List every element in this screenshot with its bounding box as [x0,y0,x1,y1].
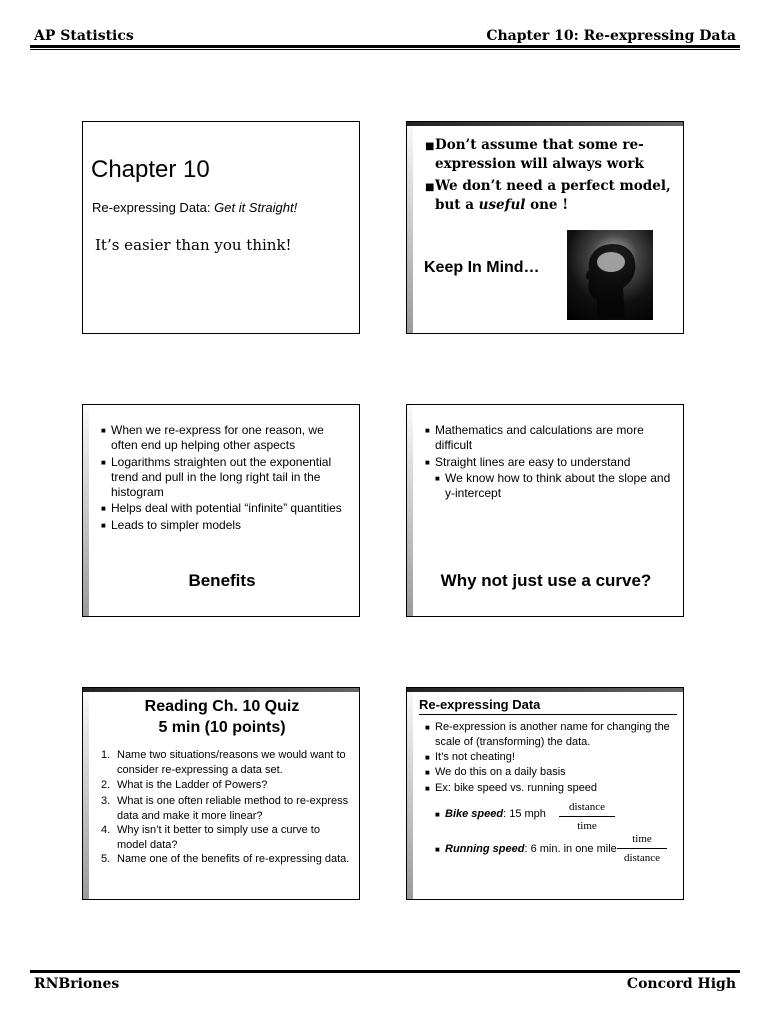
list-item: ■ When we re-express for one reason, we often end up helping other aspects [101,423,324,452]
slide-re-expressing-data [406,687,684,900]
running-speed-item: ■ Running speed: 6 min. in one mile [435,843,617,855]
list-item: ■ We do this on a daily basis [425,766,566,778]
list-item: ■ Leads to simpler models [101,518,242,532]
list-item: 1. Name two situations/reasons we would want to consider re-expressing a data set. [101,749,346,776]
school-name: Concord High [626,976,736,992]
slide-heading: Benefits [188,571,256,590]
slide-heading: Keep In Mind… [424,259,540,276]
run-fraction: time distance [617,832,667,865]
list-item: ■ Don’t assume that some re-expression will always work [425,137,644,172]
slide-benefits [82,404,360,617]
subtitle-plain: Re-expressing Data: [92,200,215,215]
list-item: ■ Logarithms straighten out the exponential trend and pull in the long right tail in the histogram [101,455,332,499]
slide-chapter-title [82,121,360,334]
slide-quiz [82,687,360,900]
title-rule [419,714,677,715]
list-item: ■ Mathematics and calculations are more difficult [425,423,644,452]
list-item: ■ Re-expression is another name for changing the scale of (transforming) the data. [425,721,670,748]
slide-title: Reading Ch. 10 Quiz 5 min (10 points) [144,698,300,736]
sub-list-item: ■ We know how to think about the slope and y-intercept [435,471,671,500]
slide-tagline: It’s easier than you think! [95,236,292,254]
slide-title: Re-expressing Data [419,697,541,712]
slide-subtitle [92,200,297,215]
list-item: ■ Straight lines are easy to understand [425,455,631,469]
header-rule [30,45,740,48]
header-rule-thin [30,49,740,50]
bike-speed-item: ■ Bike speed: 15 mph [435,808,546,820]
list-item: ■ We don’t need a perfect model, but a useful one ! [425,178,671,213]
list-item: ■ Ex: bike speed vs. running speed [425,782,598,794]
page-footer [30,976,740,998]
list-item: 4. Why isn’t it better to simply use a curve to model data? [101,824,320,851]
list-item: 3. What is one often reliable method to re-express data and make it more linear? [101,795,349,822]
slide-why-not-curve [406,404,684,617]
footer-rule [30,970,740,973]
subtitle-italic: Get it Straight! [214,200,298,215]
list-item: ■ Helps deal with potential “infinite” quantities [101,501,342,515]
slide-keep-in-mind [406,121,684,334]
list-item: 2. What is the Ladder of Powers? [101,779,268,791]
author-name: RNBriones [34,976,120,992]
slide-title: Chapter 10 [91,156,210,183]
list-item: ■ It’s not cheating! [425,751,515,763]
slide-heading: Why not just use a curve? [440,571,652,590]
head-silhouette-icon [567,230,653,320]
list-item: 5. Name one of the benefits of re-expressing data. [101,853,350,865]
bike-fraction: distance time [559,800,615,833]
course-title: AP Statistics [34,28,134,44]
chapter-title: Chapter 10: Re-expressing Data [486,28,736,44]
